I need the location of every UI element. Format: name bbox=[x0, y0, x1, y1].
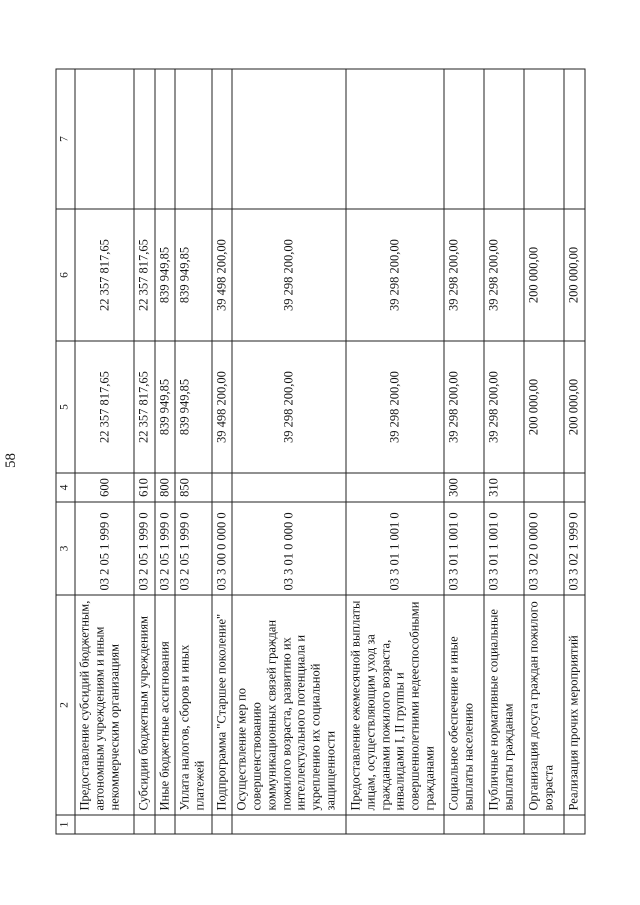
row-index bbox=[175, 815, 211, 834]
row-value-7 bbox=[155, 69, 176, 209]
row-type: 300 bbox=[444, 473, 484, 502]
table-row bbox=[232, 69, 346, 834]
row-type bbox=[346, 473, 444, 502]
row-name: Организация досуга граждан пожилого возраста bbox=[524, 595, 564, 815]
row-name: Реализация прочих мероприятий bbox=[564, 595, 585, 815]
row-value-6: 22 357 817,65 bbox=[75, 209, 134, 341]
row-value-5: 839 949,85 bbox=[155, 341, 176, 473]
row-value-5: 22 357 817,65 bbox=[75, 341, 134, 473]
table-row bbox=[444, 69, 484, 834]
header-cell: 4 bbox=[56, 473, 75, 502]
row-index bbox=[134, 815, 155, 834]
row-value-6: 839 949,85 bbox=[175, 209, 211, 341]
header-cell: 7 bbox=[56, 69, 75, 209]
table-row bbox=[212, 69, 233, 834]
row-code: 03 2 05 1 999 0 bbox=[155, 502, 176, 595]
row-value-7 bbox=[232, 69, 346, 209]
row-value-5: 200 000,00 bbox=[524, 341, 564, 473]
row-type: 310 bbox=[484, 473, 524, 502]
row-code: 03 3 01 1 001 0 bbox=[346, 502, 444, 595]
row-value-7 bbox=[134, 69, 155, 209]
row-value-6: 39 298 200,00 bbox=[444, 209, 484, 341]
row-type: 610 bbox=[134, 473, 155, 502]
row-index bbox=[232, 815, 346, 834]
header-cell: 3 bbox=[56, 502, 75, 595]
row-code: 03 3 02 0 000 0 bbox=[524, 502, 564, 595]
row-name: Уплата налогов, сборов и иных платежей bbox=[175, 595, 211, 815]
row-value-5: 39 498 200,00 bbox=[212, 341, 233, 473]
row-value-7 bbox=[444, 69, 484, 209]
row-value-6: 39 298 200,00 bbox=[484, 209, 524, 341]
row-type bbox=[232, 473, 346, 502]
table-row bbox=[175, 69, 211, 834]
table-row bbox=[484, 69, 524, 834]
row-value-7 bbox=[75, 69, 134, 209]
row-code: 03 2 05 1 999 0 bbox=[134, 502, 155, 595]
row-type bbox=[524, 473, 564, 502]
row-type: 800 bbox=[155, 473, 176, 502]
row-value-6: 39 298 200,00 bbox=[346, 209, 444, 341]
rotated-table-container bbox=[56, 70, 586, 835]
row-value-6: 200 000,00 bbox=[564, 209, 585, 341]
row-value-5: 39 298 200,00 bbox=[232, 341, 346, 473]
row-index bbox=[155, 815, 176, 834]
row-type bbox=[564, 473, 585, 502]
row-value-5: 39 298 200,00 bbox=[346, 341, 444, 473]
row-value-7 bbox=[564, 69, 585, 209]
row-name: Иные бюджетные ассигнования bbox=[155, 595, 176, 815]
row-name: Публичные нормативные социальные выплаты гражданам bbox=[484, 595, 524, 815]
row-value-7 bbox=[484, 69, 524, 209]
row-value-6: 839 949,85 bbox=[155, 209, 176, 341]
row-code: 03 3 01 1 001 0 bbox=[484, 502, 524, 595]
header-cell: 1 bbox=[56, 815, 75, 834]
row-name: Осуществление мер по совершенствованию коммуникационных связей граждан пожилого возраста, развитию их интеллектуального потенциала и укреплению их социальной защищенности bbox=[232, 595, 346, 815]
row-value-5: 839 949,85 bbox=[175, 341, 211, 473]
row-value-6: 200 000,00 bbox=[524, 209, 564, 341]
table-row bbox=[346, 69, 444, 834]
table-row bbox=[155, 69, 176, 834]
page-number: 58 bbox=[3, 453, 19, 468]
row-value-5: 200 000,00 bbox=[564, 341, 585, 473]
row-index bbox=[564, 815, 585, 834]
row-value-6: 39 298 200,00 bbox=[232, 209, 346, 341]
row-index bbox=[524, 815, 564, 834]
row-value-7 bbox=[524, 69, 564, 209]
row-index bbox=[75, 815, 134, 834]
row-value-5: 22 357 817,65 bbox=[134, 341, 155, 473]
row-value-7 bbox=[346, 69, 444, 209]
row-value-6: 39 498 200,00 bbox=[212, 209, 233, 341]
row-type bbox=[212, 473, 233, 502]
row-value-6: 22 357 817,65 bbox=[134, 209, 155, 341]
row-code: 03 3 02 1 999 0 bbox=[564, 502, 585, 595]
row-type: 600 bbox=[75, 473, 134, 502]
header-cell: 6 bbox=[56, 209, 75, 341]
row-name: Предоставление ежемесячной выплаты лицам, осуществляющим уход за гражданами пожилого возраста, инвалидами I, II группы и совершеннолетними недееспособными гражданами bbox=[346, 595, 444, 815]
header-cell: 2 bbox=[56, 595, 75, 815]
row-code: 03 3 01 1 001 0 bbox=[444, 502, 484, 595]
row-code: 03 2 05 1 999 0 bbox=[175, 502, 211, 595]
row-code: 03 3 01 0 000 0 bbox=[232, 502, 346, 595]
row-index bbox=[444, 815, 484, 834]
row-index bbox=[484, 815, 524, 834]
header-row bbox=[56, 69, 75, 834]
row-index bbox=[346, 815, 444, 834]
row-name: Субсидии бюджетным учреждениям bbox=[134, 595, 155, 815]
row-name: Социальное обеспечение и иные выплаты населению bbox=[444, 595, 484, 815]
row-value-5: 39 298 200,00 bbox=[444, 341, 484, 473]
row-value-7 bbox=[175, 69, 211, 209]
row-value-5: 39 298 200,00 bbox=[484, 341, 524, 473]
table-row bbox=[75, 69, 134, 834]
row-name: Подпрограмма "Старшее поколение" bbox=[212, 595, 233, 815]
table-row bbox=[524, 69, 564, 834]
row-name: Предоставление субсидий бюджетным, автономным учреждениям и иным некоммерческим организациям bbox=[75, 595, 134, 815]
row-code: 03 3 00 0 000 0 bbox=[212, 502, 233, 595]
row-code: 03 2 05 1 999 0 bbox=[75, 502, 134, 595]
budget-table bbox=[56, 69, 586, 835]
row-value-7 bbox=[212, 69, 233, 209]
table-row bbox=[564, 69, 585, 834]
row-index bbox=[212, 815, 233, 834]
table-row bbox=[134, 69, 155, 834]
row-type: 850 bbox=[175, 473, 211, 502]
header-cell: 5 bbox=[56, 341, 75, 473]
